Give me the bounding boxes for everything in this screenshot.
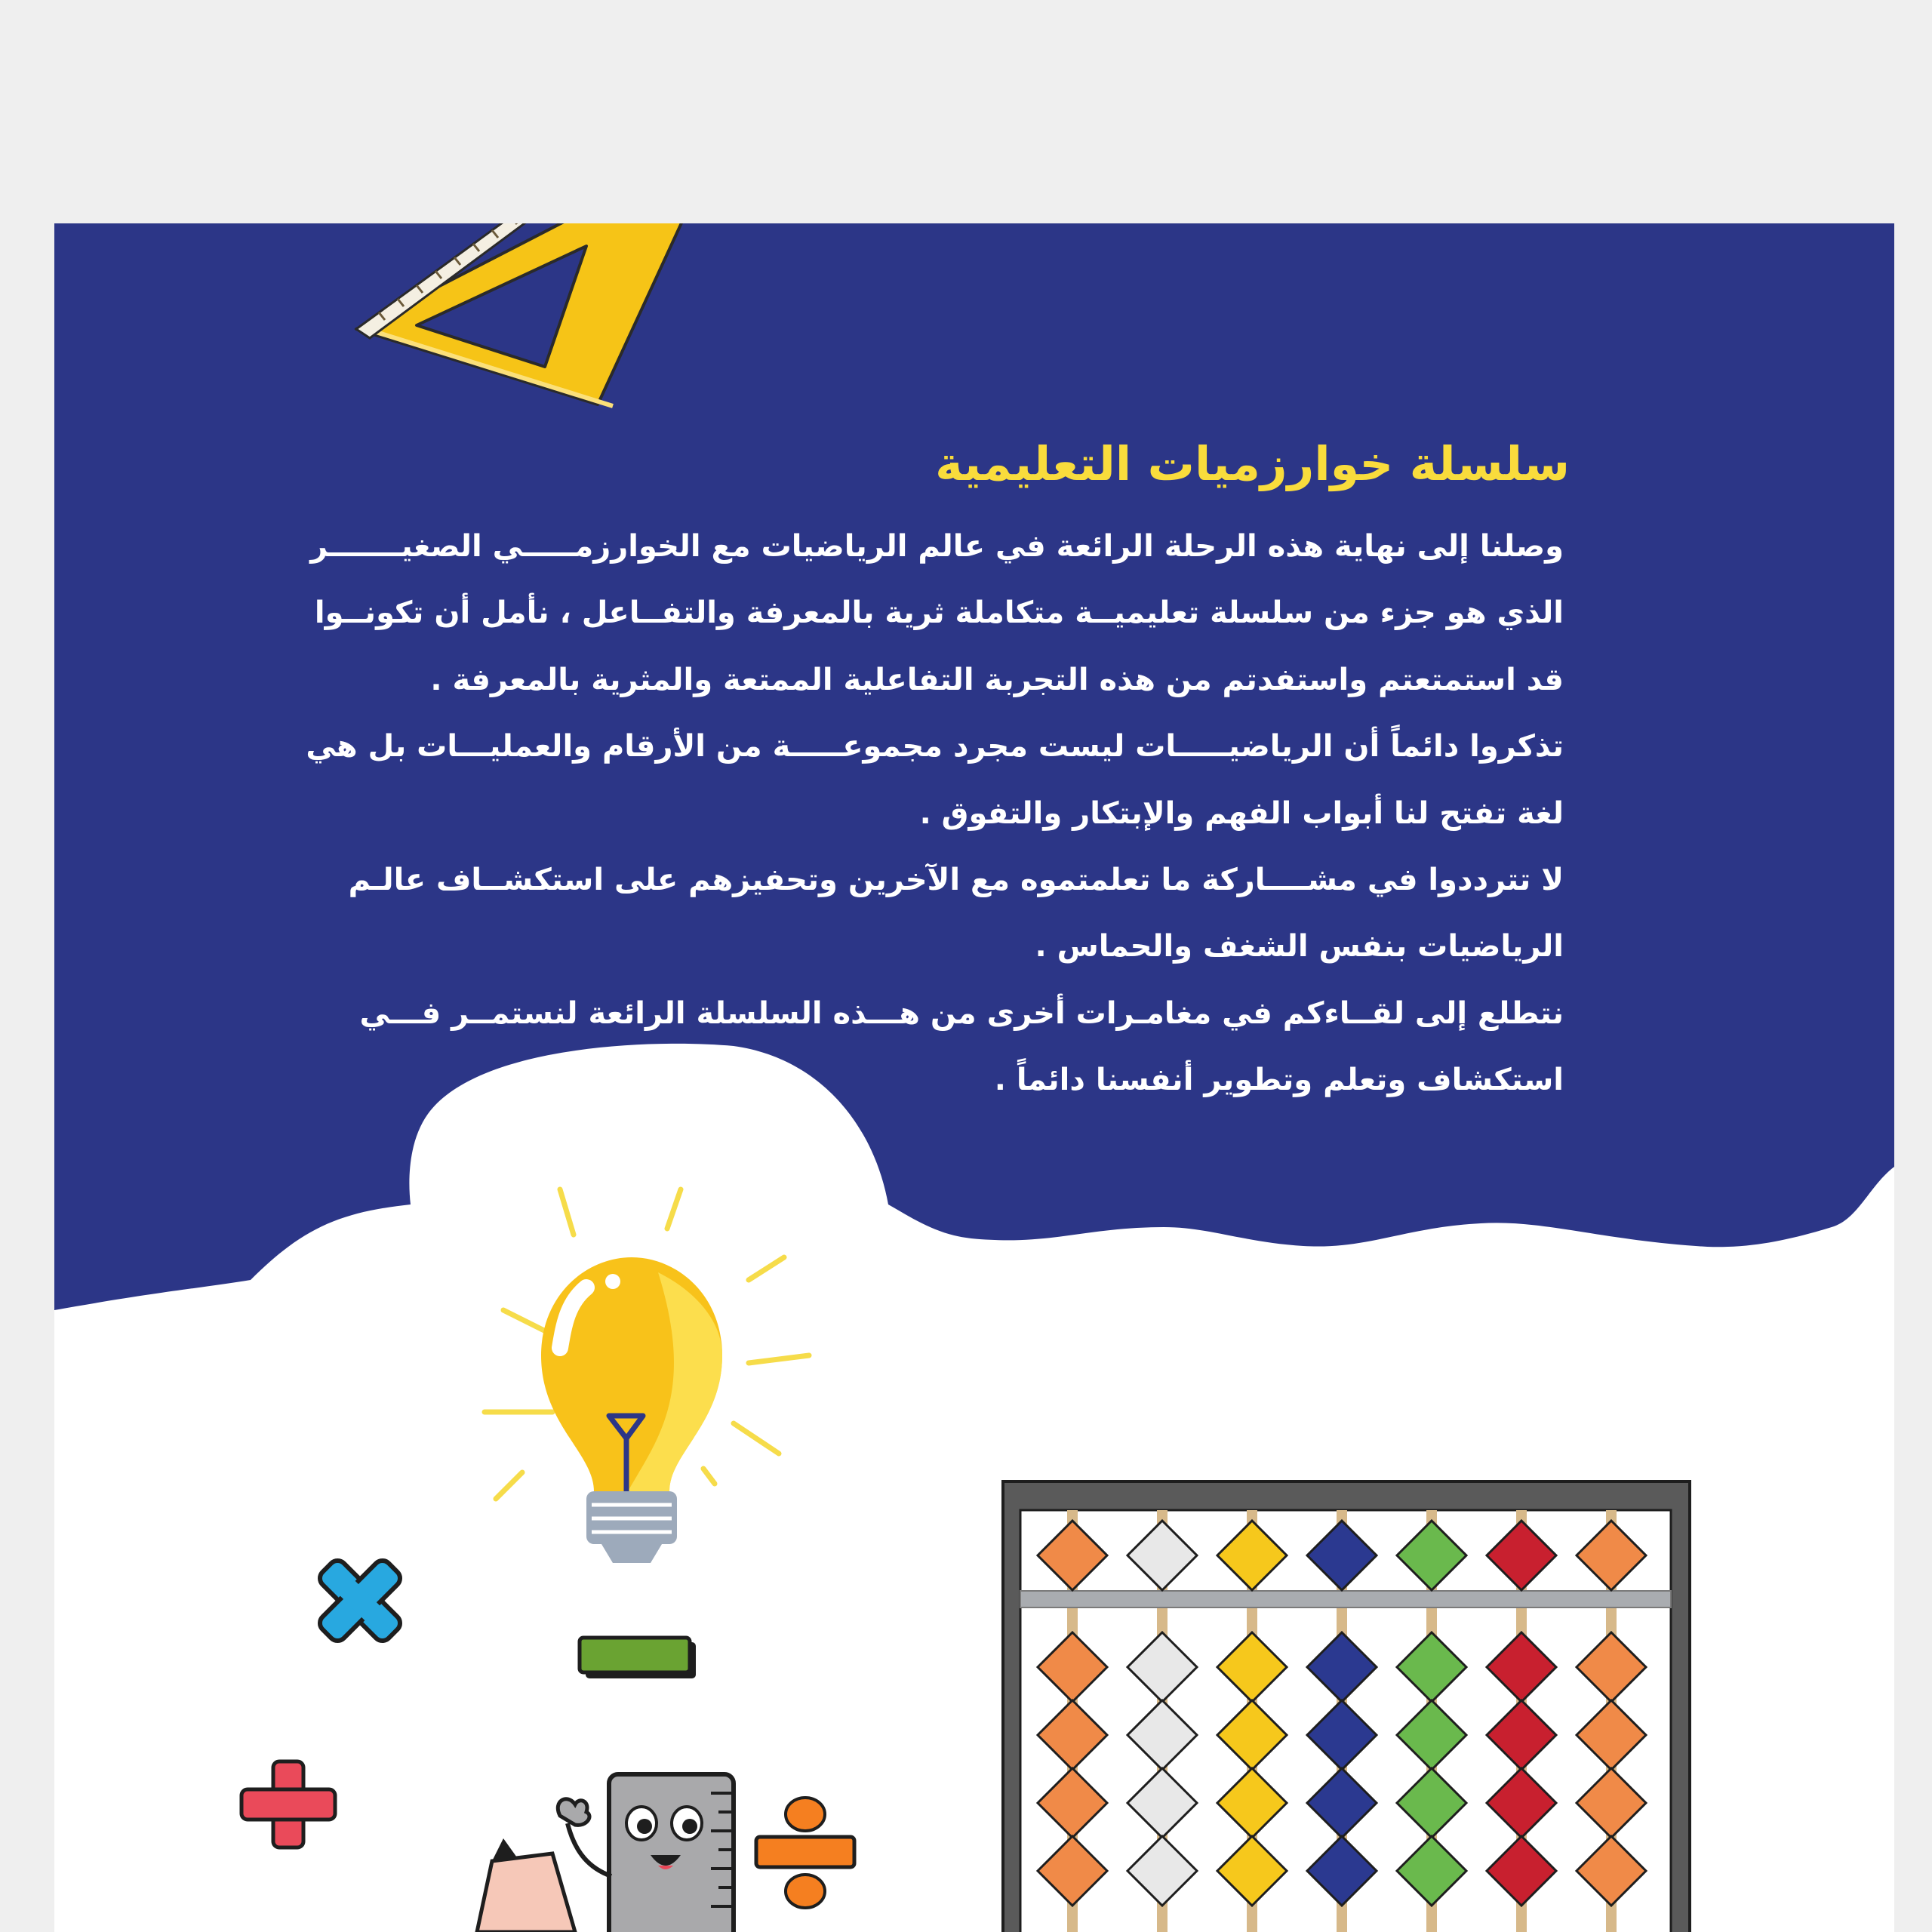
paragraph-line: استكشاف وتعلم وتطوير أنفسنا دائماً . — [994, 1063, 1564, 1098]
page-title: سلسلة خوارزميات التعليمية — [935, 436, 1570, 491]
body-text — [306, 513, 1564, 1114]
paragraph-line: وصلنا إلى نهاية هذه الرحلة الرائعة في عالم الرياضيات مع الخوارزمـــــي الصغيـــــــر — [310, 529, 1564, 564]
set-square-icon — [296, 223, 718, 412]
minus-sign-icon — [575, 1635, 703, 1687]
multiply-sign-icon — [303, 1544, 417, 1657]
paragraph-line: الذي هو جزء من سلسلة تعليميــة متكاملة ثرية بالمعرفة والتفــاعل ، نأمل أن تكونــوا — [314, 595, 1564, 631]
paragraph-line: قد استمتعتم واستفدتم من هذه التجربة التفاعلية الممتعة والمثرية بالمعرفة . — [430, 662, 1564, 697]
paragraph-line: تذكروا دائماً أن الرياضيـــــات ليست مجرد مجموعـــــة من الأرقام والعمليـــات بل هي — [306, 729, 1564, 764]
light-bulb-icon — [432, 1167, 915, 1604]
paragraph-line: الرياضيات بنفس الشغف والحماس . — [1035, 929, 1564, 964]
page — [54, 223, 1894, 1932]
ruler-character-icon — [432, 1770, 764, 1932]
paragraph-line: نتطلع إلى لقــاءكم في مغامـرات أخرى من هـــذه السلسلة الرائعة لنستمــر فـــي — [359, 995, 1564, 1031]
pencil-character-icon — [477, 1838, 575, 1932]
abacus-icon — [1001, 1480, 1696, 1932]
plus-sign-icon — [235, 1755, 341, 1854]
divide-sign-icon — [749, 1793, 862, 1914]
paragraph-line: لغة تفتح لنا أبواب الفهم والإبتكار والتفوق . — [919, 795, 1564, 831]
paragraph-line: لا تترددوا في مشــــاركة ما تعلمتموه مع الآخرين وتحفيزهم على استكشــاف عالـم — [348, 863, 1564, 898]
abacus-divider-bar — [1020, 1591, 1671, 1607]
